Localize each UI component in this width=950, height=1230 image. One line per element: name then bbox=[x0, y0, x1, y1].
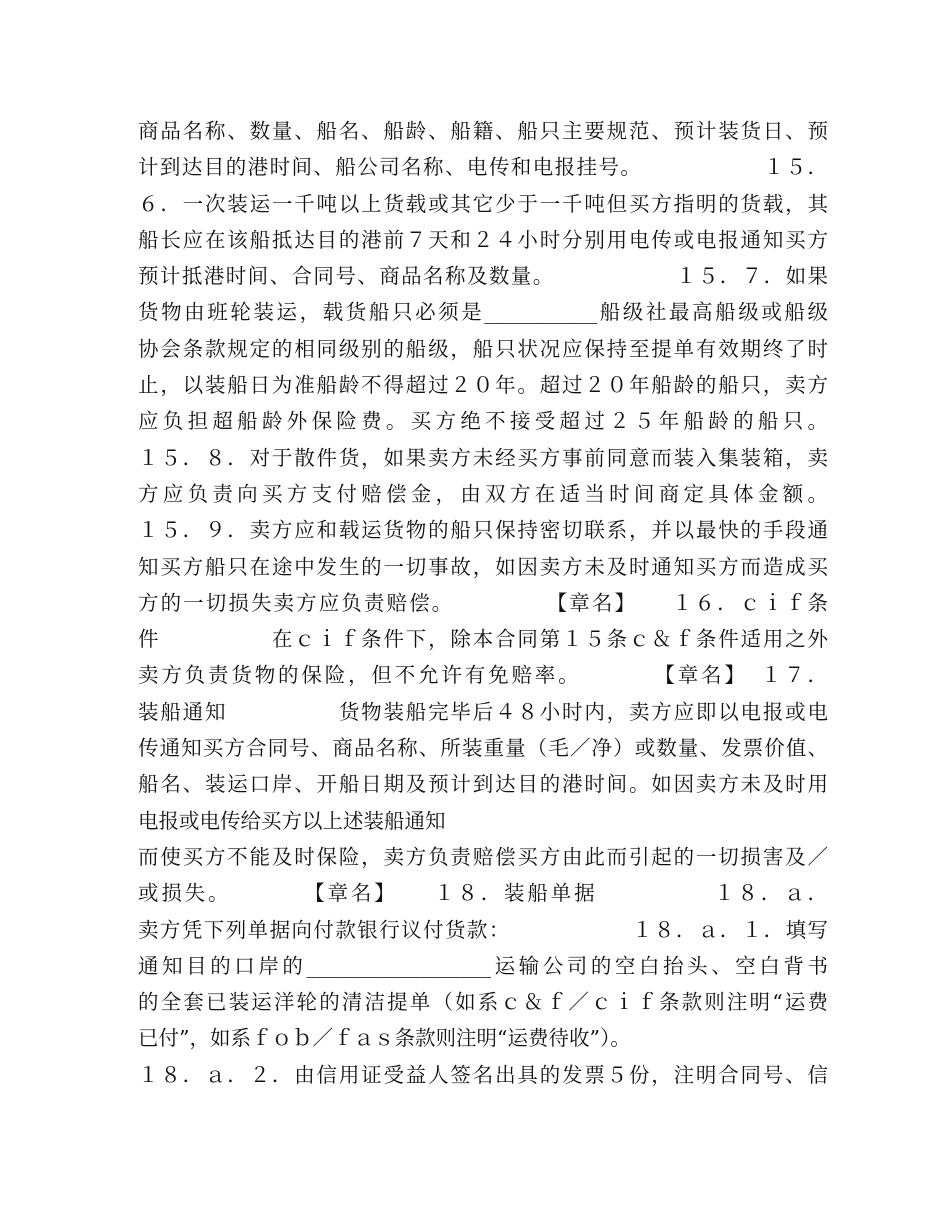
text-line-8: 止，以装船日为准船龄不得超过２０年。超过２０年船龄的船只，卖方 bbox=[138, 373, 828, 398]
text-line-1: 商品名称、数量、船名、船龄、船籍、船只主要规范、预计装货日、预 bbox=[138, 119, 828, 143]
text-line-13: 知买方船只在途中发生的一切事故，如因卖方未及时通知买方而造成买 bbox=[138, 554, 828, 579]
text-line-27: １８．ａ．２．由信用证受益人签名出具的发票５份，注明合同号、信 bbox=[138, 1062, 828, 1087]
text-line-26: 已付”，如系ｆｏｂ／ｆａｓ条款则注明“运费待收”）。 bbox=[138, 1026, 631, 1051]
text-line-6: 货物由班轮装运，载货船只必须是___________船级社最高船级或船级 bbox=[138, 300, 828, 325]
text-line-20: 电报或电传给买方以上述装船通知 bbox=[138, 808, 446, 833]
text-line-25: 的全套已装运洋轮的清洁提单（如系ｃ＆ｆ／ｃｉｆ条款则注明“运费 bbox=[138, 990, 828, 1015]
text-line-23: 卖方凭下列单据向付款银行议付货款： １８．ａ．１．填写 bbox=[138, 917, 828, 942]
text-line-22: 或损失。 【章名】 １８．装船单据 １８．ａ． bbox=[138, 881, 828, 906]
text-line-5: 预计抵港时间、合同号、商品名称及数量。 １５．７．如果 bbox=[138, 264, 828, 289]
text-line-10: １５．８．对于散件货，如果卖方未经买方事前同意而装入集装箱，卖 bbox=[138, 445, 828, 470]
text-line-16: 卖方负责货物的保险，但不允许有免赔率。 【章名】 １７． bbox=[138, 663, 828, 688]
text-line-15: 件 在ｃｉｆ条件下，除本合同第１５条ｃ＆ｆ条件适用之外 bbox=[138, 627, 828, 652]
text-line-2: 计到达目的港时间、船公司名称、电传和电报挂号。 １５． bbox=[138, 155, 828, 180]
text-line-17: 装船通知 货物装船完毕后４８小时内，卖方应即以电报或电 bbox=[138, 699, 828, 724]
text-line-24: 通知目的口岸的__________________运输公司的空白抬头、空白背书 bbox=[138, 953, 828, 978]
text-line-4: 船长应在该船抵达目的港前７天和２４小时分别用电传或电报通知买方 bbox=[138, 227, 828, 252]
text-line-14: 方的一切损失卖方应负责赔偿。 【章名】 １６．ｃｉｆ条 bbox=[138, 590, 828, 615]
text-line-12: １５．９．卖方应和载运货物的船只保持密切联系，并以最快的手段通 bbox=[138, 518, 828, 543]
text-line-9: 应负担超船龄外保险费。买方绝不接受超过２５年船龄的船只。 bbox=[138, 409, 828, 434]
text-line-19: 船名、装运口岸、开船日期及预计到达目的港时间。如因卖方未及时用 bbox=[138, 772, 828, 797]
text-line-11: 方应负责向买方支付赔偿金，由双方在适当时间商定具体金额。 bbox=[138, 481, 828, 506]
contract-text-block bbox=[138, 113, 828, 1093]
text-line-3: ６．一次装运一千吨以上货载或其它少于一千吨但买方指明的货载，其 bbox=[138, 191, 828, 216]
text-line-7: 协会条款规定的相同级别的船级，船只状况应保持至提单有效期终了时 bbox=[138, 336, 828, 361]
text-line-21: 而使买方不能及时保险，卖方负责赔偿买方由此而引起的一切损害及／ bbox=[138, 844, 828, 869]
text-line-18: 传通知买方合同号、商品名称、所装重量（毛／净）或数量、发票价值、 bbox=[138, 736, 828, 761]
